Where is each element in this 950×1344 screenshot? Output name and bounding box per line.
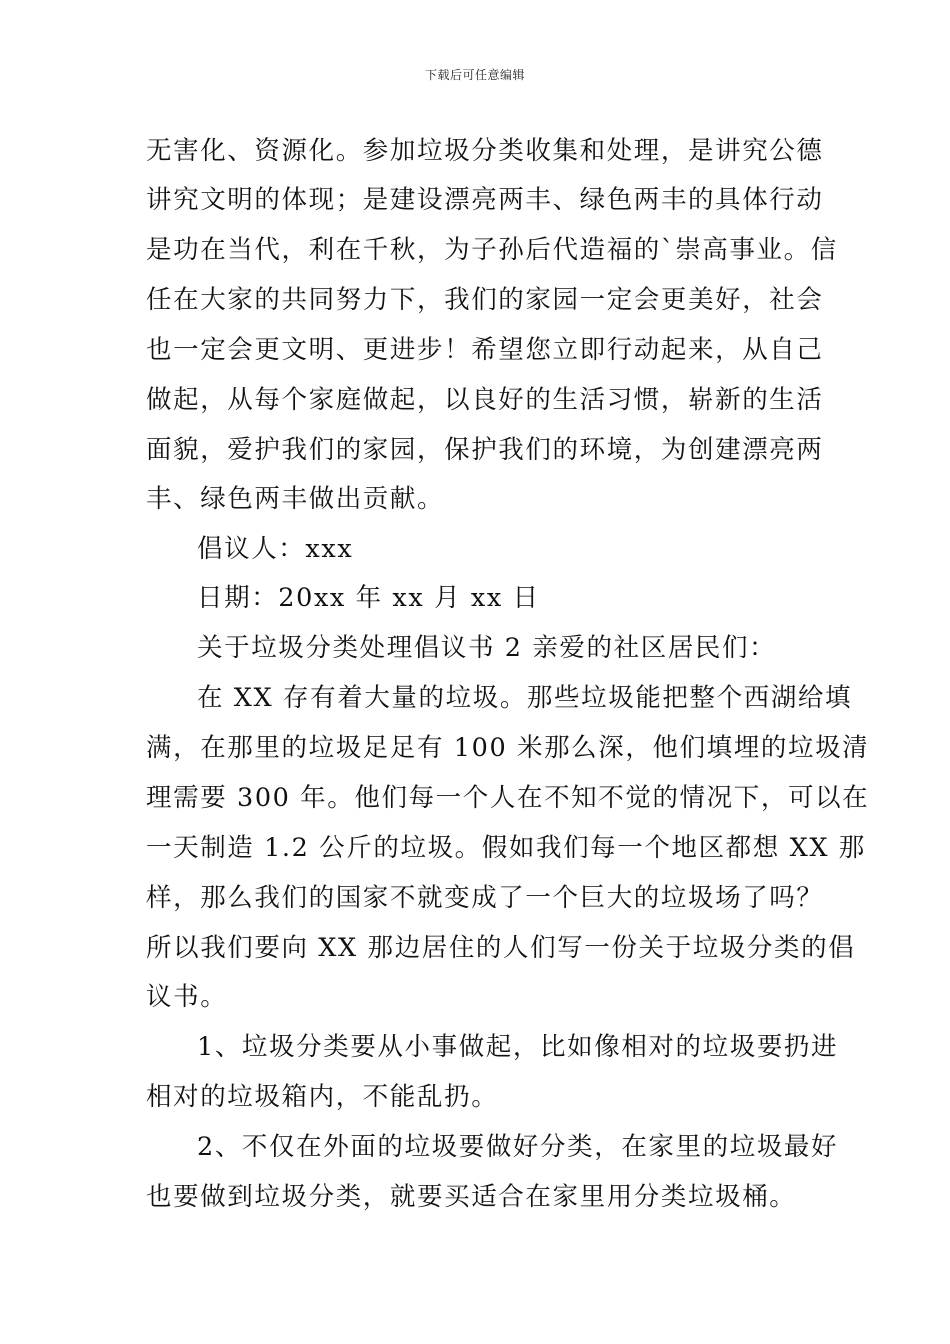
text-line: 在 XX 存有着大量的垃圾。那些垃圾能把整个西湖给填	[197, 683, 853, 713]
text-line: 无害化、资源化。参加垃圾分类收集和处理，是讲究公德	[146, 136, 824, 166]
text-line: 满，在那里的垃圾足足有 100 米那么深，他们填埋的垃圾清	[146, 733, 870, 763]
text-line: 任在大家的共同努力下，我们的家园一定会更美好，社会	[146, 285, 824, 315]
list-item-2-line: 也要做到垃圾分类，就要买适合在家里用分类垃圾桶。	[146, 1182, 797, 1212]
text-line: 丰、绿色两丰做出贡献。	[146, 484, 445, 514]
list-item-1-line: 1、垃圾分类要从小事做起，比如像相对的垃圾要扔进	[197, 1032, 839, 1062]
text-line: 讲究文明的体现；是建设漂亮两丰、绿色两丰的具体行动	[146, 185, 824, 215]
list-item-2-line: 2、不仅在外面的垃圾要做好分类，在家里的垃圾最好	[197, 1132, 839, 1162]
text-line: 面貌，爱护我们的家园，保护我们的环境，为创建漂亮两	[146, 435, 824, 465]
text-line: 样，那么我们的国家不就变成了一个巨大的垃圾场了吗？	[146, 883, 824, 913]
text-line: 理需要 300 年。他们每一个人在不知不觉的情况下，可以在	[146, 783, 870, 813]
section-heading-line: 关于垃圾分类处理倡议书 2 亲爱的社区居民们：	[197, 633, 777, 663]
proposer-line: 倡议人：xxx	[197, 534, 354, 564]
date-line: 日期：20xx 年 xx 月 xx 日	[197, 583, 540, 613]
text-line: 是功在当代，利在千秋，为子孙后代造福的`崇高事业。信	[146, 235, 838, 265]
text-line: 议书。	[146, 982, 228, 1012]
list-item-1-line: 相对的垃圾箱内，不能乱扔。	[146, 1082, 499, 1112]
text-line: 做起，从每个家庭做起，以良好的生活习惯，崭新的生活	[146, 385, 824, 415]
text-line: 也一定会更文明、更进步！希望您立即行动起来，从自己	[146, 335, 824, 365]
text-line: 所以我们要向 XX 那边居住的人们写一份关于垃圾分类的倡	[146, 933, 856, 963]
text-line: 一天制造 1.2 公斤的垃圾。假如我们每一个地区都想 XX 那	[146, 833, 866, 863]
page-header-note: 下载后可任意编辑	[424, 68, 525, 82]
